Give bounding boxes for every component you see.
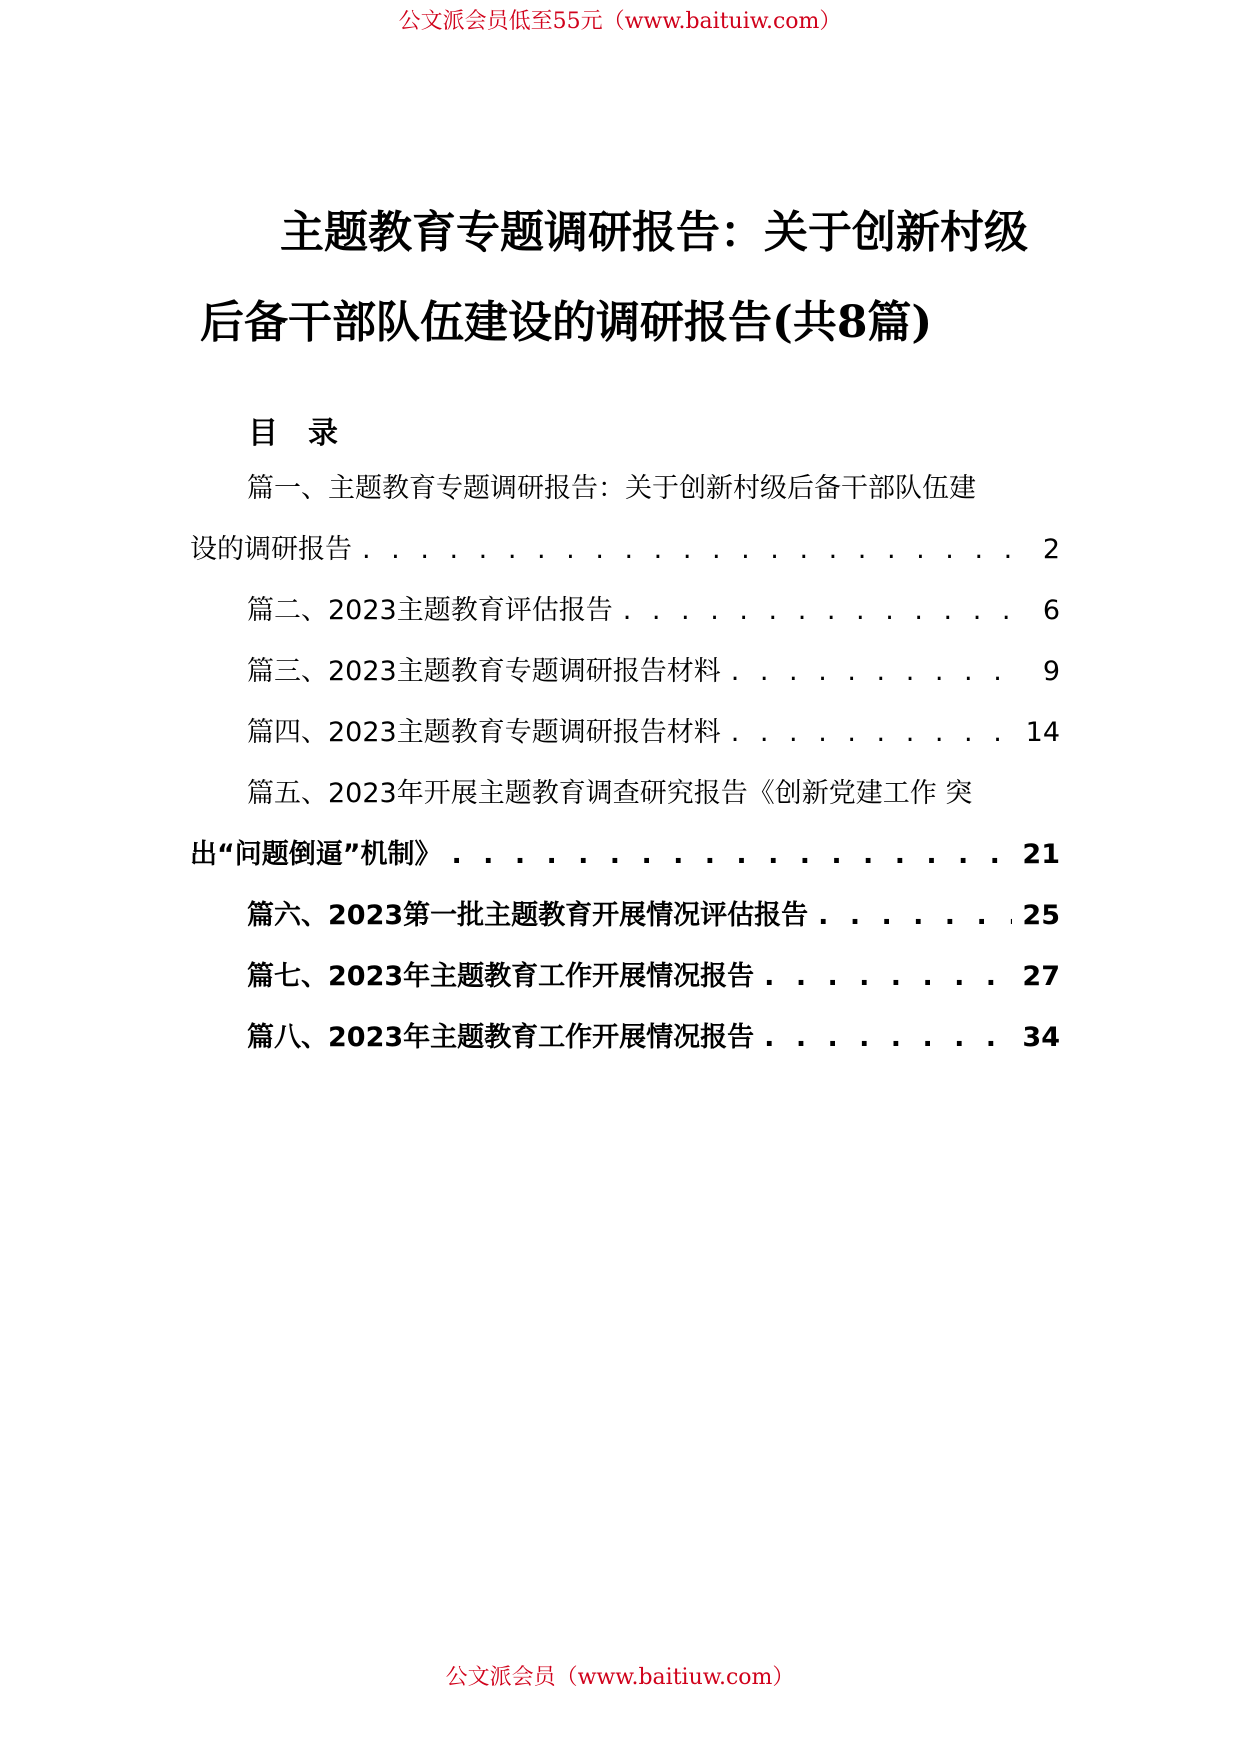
toc-page-number: 34 <box>1022 1022 1060 1053</box>
document-title-line-2: 后备干部队伍建设的调研报告(共8篇) <box>200 297 933 348</box>
toc-leader-dots <box>818 885 1012 946</box>
toc-page-number: 21 <box>1022 839 1060 870</box>
document-title-line-1: 主题教育专题调研报告：关于创新村级 <box>280 207 1028 258</box>
toc-page-number: 2 <box>1042 534 1060 565</box>
toc-item-text-line-2: 设的调研报告 <box>190 534 352 565</box>
toc-item-text: 篇八、2023年主题教育工作开展情况报告 <box>247 1022 755 1053</box>
toc-leader-dots <box>452 824 1013 885</box>
toc-page-number: 9 <box>1042 656 1060 687</box>
toc-item-text: 篇三、2023主题教育专题调研报告材料 <box>247 656 721 687</box>
toc-item-text-line-1: 篇五、2023年开展主题教育调查研究报告《创新党建工作 突 <box>247 778 973 809</box>
toc-item-text-line-2: 出“问题倒逼”机制》 <box>190 839 442 870</box>
toc-leader-dots <box>362 519 1020 580</box>
toc-item-text-line-1: 篇一、主题教育专题调研报告：关于创新村级后备干部队伍建 <box>247 473 976 504</box>
toc-item-text: 篇二、2023主题教育评估报告 <box>247 595 613 626</box>
toc-item-7[interactable] <box>190 946 1060 1007</box>
toc-item-3[interactable] <box>190 641 1060 702</box>
toc-item-text: 篇六、2023第一批主题教育开展情况评估报告 <box>247 900 809 931</box>
toc-leader-dots <box>764 1007 1012 1068</box>
toc-page-number: 14 <box>1025 717 1060 748</box>
header-watermark-text: 公文派会员低至55元（www.baituiw.com） <box>398 9 842 34</box>
toc-page-number: 6 <box>1042 595 1060 626</box>
toc-leader-dots <box>764 946 1012 1007</box>
toc-item-2[interactable] <box>190 580 1060 641</box>
toc-item-8[interactable] <box>190 1007 1060 1068</box>
toc-item-4[interactable] <box>190 702 1060 763</box>
toc-page-number: 27 <box>1022 961 1060 992</box>
toc-heading: 目录 <box>248 416 368 451</box>
toc-item-6[interactable] <box>190 885 1060 946</box>
document-title <box>200 188 1060 368</box>
toc-leader-dots <box>731 641 1020 702</box>
toc-leader-dots <box>731 702 1016 763</box>
toc-item-5[interactable] <box>190 763 1060 885</box>
table-of-contents <box>190 458 1060 1068</box>
footer-watermark-text: 公文派会员（www.baitiuw.com） <box>445 1665 795 1690</box>
toc-leader-dots <box>623 580 1020 641</box>
toc-page-number: 25 <box>1022 900 1060 931</box>
toc-item-text: 篇四、2023主题教育专题调研报告材料 <box>247 717 721 748</box>
toc-item-text: 篇七、2023年主题教育工作开展情况报告 <box>247 961 755 992</box>
toc-item-1[interactable] <box>190 458 1060 580</box>
